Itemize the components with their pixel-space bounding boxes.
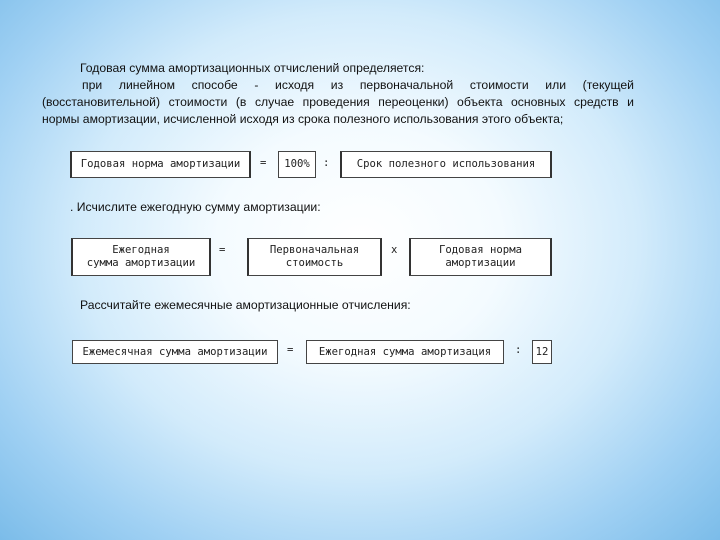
box-line: Ежегодная xyxy=(112,244,170,256)
paragraph-line: нормы амортизации, исчисленной исходя из срока полезного использования этого объекта; xyxy=(42,112,564,126)
equals-sign: = xyxy=(260,157,267,169)
box-line: сумма амортизации xyxy=(86,257,196,269)
initial-cost-box xyxy=(247,238,382,276)
task-monthly: Рассчитайте ежемесячные амортизационные отчисления: xyxy=(80,298,411,312)
multiply-sign: x xyxy=(391,244,398,256)
annual-rate-box: Годовая норма амортизации xyxy=(70,151,251,178)
annual-amount-box: Ежегодная сумма амортизация xyxy=(306,340,504,364)
useful-life-box: Срок полезного использования xyxy=(340,151,552,178)
paragraph-line: (восстановительной) стоимости (в случае проведения переоценки) объекта основных средств и xyxy=(42,95,634,109)
hundred-percent-box: 100% xyxy=(278,151,316,178)
equals-sign: = xyxy=(219,244,226,256)
monthly-amount-box: Ежемесячная сумма амортизации xyxy=(72,340,278,364)
box-line: стоимость xyxy=(285,257,344,269)
task-annual: . Исчислите ежегодную сумму амортизации: xyxy=(70,200,321,214)
divide-sign: : xyxy=(515,344,522,356)
equals-sign: = xyxy=(287,344,294,356)
box-line: Годовая норма xyxy=(439,244,522,256)
box-line: Первоначальная xyxy=(269,244,360,256)
box-line: амортизации xyxy=(445,257,516,269)
divide-sign: : xyxy=(323,157,330,169)
definition-paragraph xyxy=(42,77,634,128)
intro-text: Годовая сумма амортизационных отчислений определяется: xyxy=(80,61,425,75)
annual-rate-box xyxy=(409,238,552,276)
twelve-box: 12 xyxy=(532,340,552,364)
annual-amount-box xyxy=(71,238,211,276)
paragraph-line: при линейном способе - исходя из первоначальной стоимости или (текущей xyxy=(82,78,634,92)
